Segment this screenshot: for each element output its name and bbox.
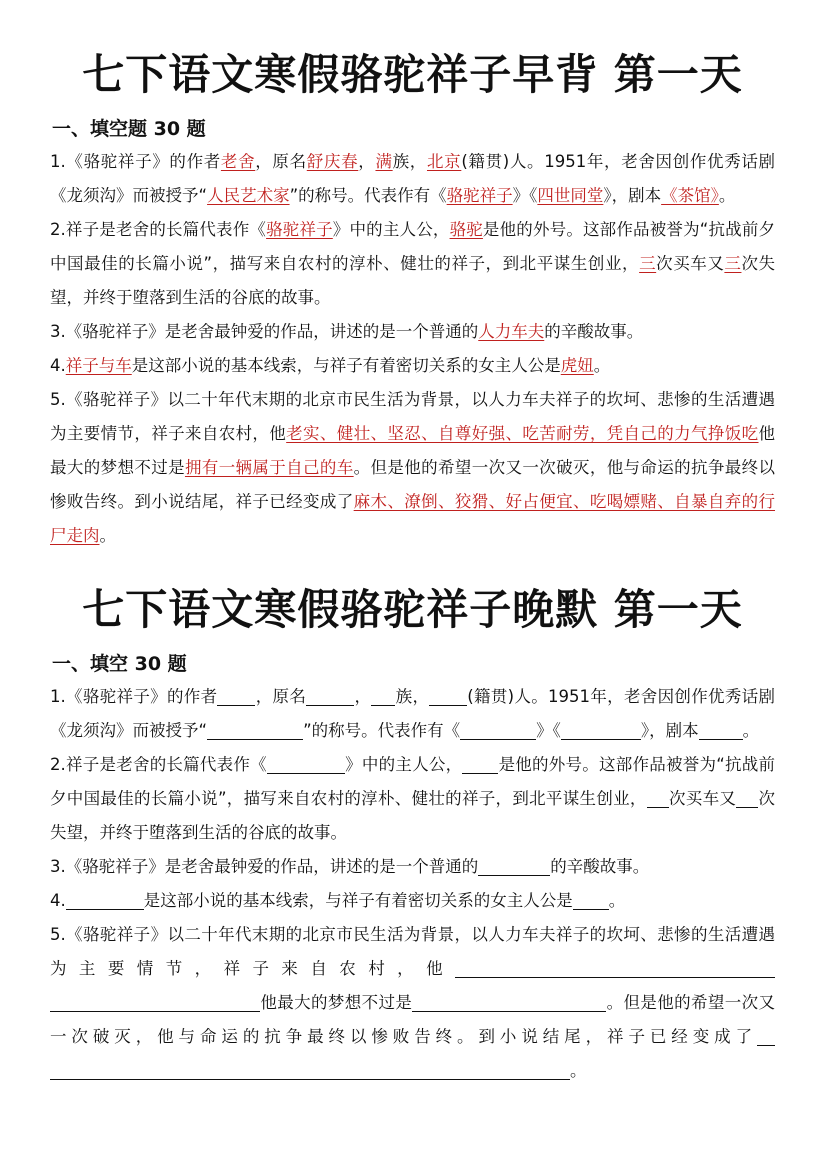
question-text: 》，剧本 — [603, 186, 662, 205]
question-text: 是这部小说的基本线索，与祥子有着密切关系的女主人公是 — [143, 891, 573, 910]
answer-ending: 麻木、潦倒、狡猾、好占便宜、吃喝嫖赌、自暴自弃的行尸走肉 — [50, 492, 776, 545]
answer-ethnicity: 满 — [375, 152, 393, 171]
question-text: 3.《骆驼祥子》是老舍最钟爱的作品，讲述的是一个普通的 — [50, 857, 479, 876]
question-text: ”的称号。代表作有《 — [303, 721, 461, 740]
blank-main-thread[interactable] — [66, 889, 144, 910]
question-text: ， — [358, 152, 376, 171]
evening-question-2 — [50, 748, 775, 850]
question-text: 5.《骆驼祥子》以二十年代末期的北京市民生活为背景，以人力车夫祥子的坎坷、悲惨的生活遭遇为主要情节，祥子来自农村，他 — [50, 390, 775, 443]
answer-original-name: 舒庆春 — [306, 152, 359, 171]
question-text: 的辛酸故事。 — [544, 322, 644, 341]
morning-question-1 — [50, 145, 775, 213]
evening-section-heading: 一、填空 30 题 — [52, 653, 187, 675]
blank-work-2[interactable] — [561, 719, 641, 740]
blank-novel[interactable] — [267, 753, 345, 774]
question-text: 。 — [99, 526, 116, 545]
question-text: ，原名 — [255, 687, 307, 706]
question-number: 4. — [50, 891, 66, 910]
question-text: 是他的外号。这部作品被誉为“抗战前夕中国最佳的长篇小说”，描写来自农村的淳朴、健壮的祥子，到北平谋生创业， — [50, 755, 775, 808]
question-text: 2.祥子是老舍的长篇代表作《 — [50, 755, 267, 774]
question-text: 次买车又 — [656, 254, 725, 273]
question-text: 。 — [742, 721, 760, 740]
morning-question-4 — [50, 349, 775, 383]
answer-work-1: 骆驼祥子 — [446, 186, 513, 205]
question-text: 。 — [718, 186, 736, 205]
answer-fail-count: 三 — [724, 254, 742, 273]
answer-character: 老实、健壮、坚忍、自尊好强、吃苦耐劳，凭自己的力气挣饭吃 — [286, 424, 759, 443]
answer-play: 《茶馆》 — [661, 186, 719, 205]
evening-title: 七下语文寒假骆驼祥子晚默 第一天 — [82, 585, 743, 634]
question-text: ”的称号。代表作有《 — [289, 186, 447, 205]
blank-ending[interactable] — [757, 1025, 775, 1046]
blank-heroine[interactable] — [573, 889, 609, 910]
morning-question-3 — [50, 315, 775, 349]
question-text: 族， — [392, 152, 427, 171]
blank-honor[interactable] — [207, 719, 303, 740]
question-text: 是他的外号。这部作品被誉为“抗战前夕中国最佳的长篇小说”，描写来自农村的淳朴、健壮的祥子，到北平谋生创业， — [50, 220, 776, 273]
question-text: 他最大的梦想不过是 — [260, 993, 413, 1012]
morning-section-heading: 一、填空题 30 题 — [52, 118, 206, 140]
evening-question-4 — [50, 884, 775, 918]
question-text: 2.祥子是老舍的长篇代表作《 — [50, 220, 267, 239]
answer-novel: 骆驼祥子 — [266, 220, 333, 239]
question-text: 5.《骆驼祥子》以二十年代末期的北京市民生活为背景，以人力车夫祥子的坎坷、悲惨的生活遭遇为主要情节，祥子来自农村，他 — [50, 925, 775, 978]
answer-honor: 人民艺术家 — [207, 186, 290, 205]
blank-fail-count[interactable] — [736, 787, 758, 808]
blank-character-cont[interactable] — [50, 991, 260, 1012]
blank-character[interactable] — [455, 957, 775, 978]
blank-ending-cont[interactable] — [50, 1059, 570, 1080]
evening-question-5 — [50, 918, 775, 1088]
question-text: 。 — [593, 356, 611, 375]
question-text: 。但是他的希望一次又一次破灭，他与命运的抗争最终以惨败告终。到小说结尾，祥子已经变成了 — [50, 458, 776, 511]
question-text: (籍贯)人。1951年，老舍因创作优秀话剧《龙须沟》而被授予“ — [50, 152, 776, 205]
blank-play[interactable] — [699, 719, 743, 740]
question-text: 他最大的梦想不过是 — [50, 424, 776, 477]
question-text: ， — [354, 687, 372, 706]
evening-question-1 — [50, 680, 775, 748]
blank-nickname[interactable] — [462, 753, 498, 774]
blank-ethnicity[interactable] — [371, 685, 395, 706]
question-text: 次失望，并终于堕落到生活的谷底的故事。 — [50, 789, 775, 842]
question-text: 是这部小说的基本线索，与祥子有着密切关系的女主人公是 — [131, 356, 561, 375]
question-text: 》《 — [512, 186, 538, 205]
answer-work-2: 四世同堂 — [537, 186, 604, 205]
question-text: ，原名 — [255, 152, 307, 171]
answer-dream: 拥有一辆属于自己的车 — [184, 458, 354, 477]
blank-original-name[interactable] — [306, 685, 354, 706]
answer-hometown: 北京 — [426, 152, 462, 171]
question-text: (籍贯)人。1951年，老舍因创作优秀话剧《龙须沟》而被授予“ — [50, 687, 776, 740]
morning-question-2 — [50, 213, 775, 315]
question-text: 》中的主人公， — [332, 220, 450, 239]
answer-buy-count: 三 — [639, 254, 657, 273]
question-text: 》，剧本 — [640, 721, 699, 740]
question-text: 1.《骆驼祥子》的作者 — [50, 687, 218, 706]
question-text: 的辛酸故事。 — [550, 857, 650, 876]
blank-occupation[interactable] — [478, 855, 550, 876]
question-text: 3.《骆驼祥子》是老舍最钟爱的作品，讲述的是一个普通的 — [50, 322, 479, 341]
question-text: 。但是他的希望一次又一次破灭，他与命运的抗争最终以惨败告终。到小说结尾，祥子已经变成了 — [50, 993, 775, 1046]
question-text: 》中的主人公， — [344, 755, 463, 774]
question-text: 》《 — [536, 721, 561, 740]
answer-heroine: 虎妞 — [560, 356, 594, 375]
answer-author: 老舍 — [220, 152, 256, 171]
blank-author[interactable] — [217, 685, 255, 706]
question-text: 次买车又 — [668, 789, 737, 808]
morning-title: 七下语文寒假骆驼祥子早背 第一天 — [82, 50, 743, 99]
answer-occupation: 人力车夫 — [478, 322, 545, 341]
answer-main-thread: 祥子与车 — [65, 356, 132, 375]
blank-dream[interactable] — [412, 991, 606, 1012]
morning-question-5 — [50, 383, 775, 553]
question-number: 4. — [50, 356, 66, 375]
blank-work-1[interactable] — [460, 719, 536, 740]
blank-buy-count[interactable] — [647, 787, 669, 808]
question-text: 1.《骆驼祥子》的作者 — [50, 152, 221, 171]
blank-hometown[interactable] — [429, 685, 467, 706]
answer-nickname: 骆驼 — [449, 220, 483, 239]
evening-question-3 — [50, 850, 775, 884]
question-text: 。 — [570, 1061, 587, 1080]
question-text: 次失望，并终于堕落到生活的谷底的故事。 — [50, 254, 776, 307]
question-text: 。 — [608, 891, 626, 910]
question-text: 族， — [395, 687, 430, 706]
